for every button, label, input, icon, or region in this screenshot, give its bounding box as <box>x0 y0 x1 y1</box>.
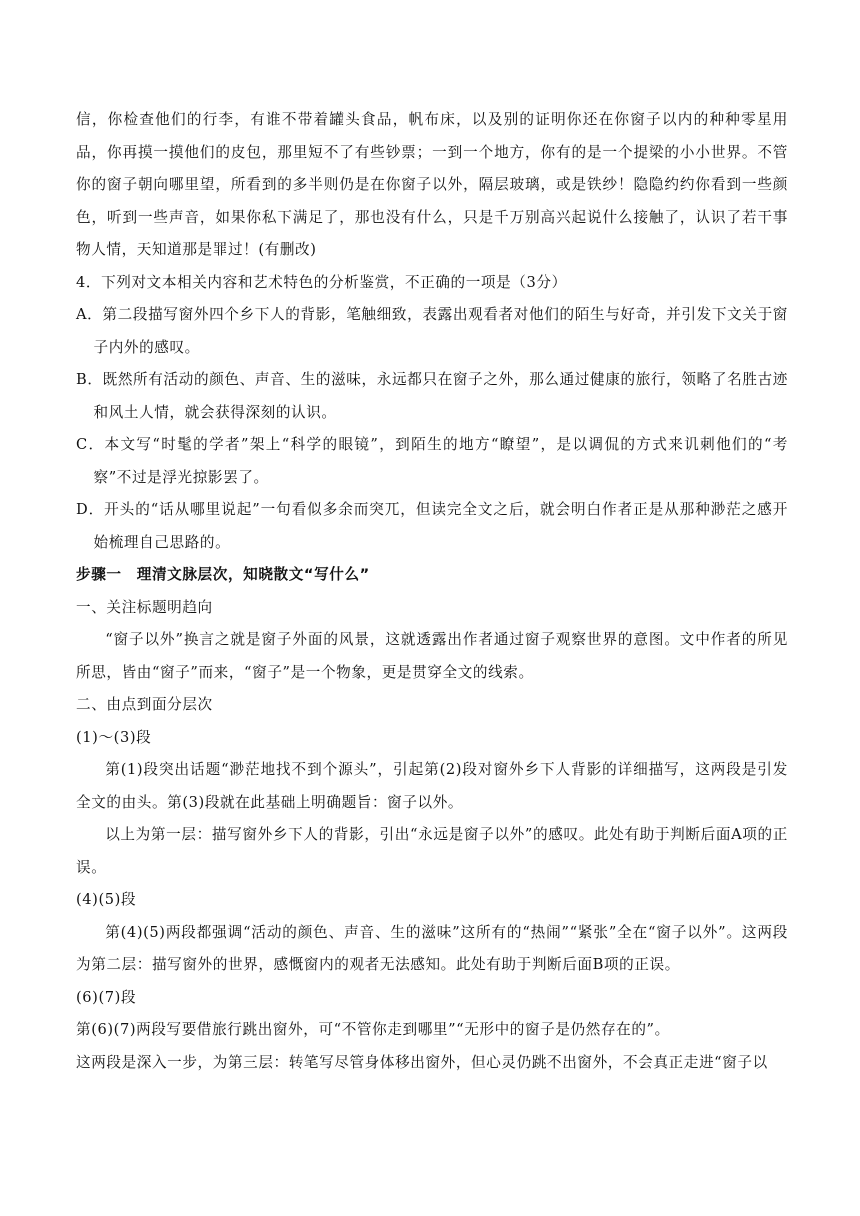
part3-text-1: 第(6)(7)两段写要借旅行跳出窗外，可“不管你走到哪里”“无形中的窗子是仍然存在的”。 <box>76 1021 670 1038</box>
section1-heading: 一、关注标题明趋向 <box>76 598 213 616</box>
part3-label: (6)(7)段 <box>76 988 137 1006</box>
document-page <box>76 104 788 1079</box>
option-d: D．开头的“话从哪里说起”一句看似多余而突兀，但读完全文之后，就会明白作者正是从那种渺茫之感开始梳理自己思路的。 <box>76 501 788 551</box>
part1-label: (1)～(3)段 <box>76 728 152 746</box>
option-c: C．本文写“时髦的学者”架上“科学的眼镜”，到陌生的地方“瞭望”，是以调侃的方式来讥刺他们的“考察”不过是浮光掠影罢了。 <box>76 436 788 486</box>
section1-text: “窗子以外”换言之就是窗子外面的风景，这就透露出作者通过窗子观察世界的意图。文中作者的所见所思，皆由“窗子”而来，“窗子”是一个物象，更是贯穿全文的线索。 <box>76 631 788 681</box>
part1-text-2: 以上为第一层：描写窗外乡下人的背影，引出“永远是窗子以外”的感叹。此处有助于判断后面A项的正误。 <box>76 826 788 876</box>
part2-text-1: 第(4)(5)两段都强调“活动的颜色、声音、生的滋味”这所有的“热闹”“紧张”全在“窗子以外”。这两段为第二层：描写窗外的世界，感慨窗内的观者无法感知。此处有助于判断后面B项的正误。 <box>76 923 788 973</box>
option-a: A．第二段描写窗外四个乡下人的背影，笔触细致，表露出观看者对他们的陌生与好奇，并引发下文关于窗子内外的感叹。 <box>76 306 788 356</box>
question-stem: 4．下列对文本相关内容和艺术特色的分析鉴赏，不正确的一项是（3分） <box>76 273 567 291</box>
section2-heading: 二、由点到面分层次 <box>76 696 213 713</box>
part1-text-1: 第(1)段突出话题“渺茫地找不到个源头”，引起第(2)段对窗外乡下人背影的详细描写，这两段是引发全文的由头。第(3)段就在此基础上明确题旨：窗子以外。 <box>76 761 788 811</box>
step-title: 步骤一 理清文脉层次，知晓散文“写什么” <box>76 566 370 583</box>
part2-label: (4)(5)段 <box>76 891 137 908</box>
passage-paragraph: 信，你检查他们的行李，有谁不带着罐头食品，帆布床，以及别的证明你还在你窗子以内的种种零星用品，你再摸一摸他们的皮包，那里短不了有些钞票；一到一个地方，你有的是一个提梁的小小世界。不管你的窗子朝向哪里望，所看到的多半则仍是在你窗子以外，隔层玻璃，或是铁纱！隐隐约约你看到一些颜色，听到一些声音，如果你私下满足了，那也没有什么，只是千万别高兴起说什么接触了，认识了若干事物人情，天知道那是罪过！(有删改) <box>76 111 788 258</box>
option-b: B．既然所有活动的颜色、声音、生的滋味，永远都只在窗子之外，那么通过健康的旅行，领略了名胜古迹和风土人情，就会获得深刻的认识。 <box>76 371 788 421</box>
part3-text-2: 这两段是深入一步，为第三层：转笔写尽管身体移出窗外，但心灵仍跳不出窗外，不会真正走进“窗子以 <box>76 1053 768 1071</box>
